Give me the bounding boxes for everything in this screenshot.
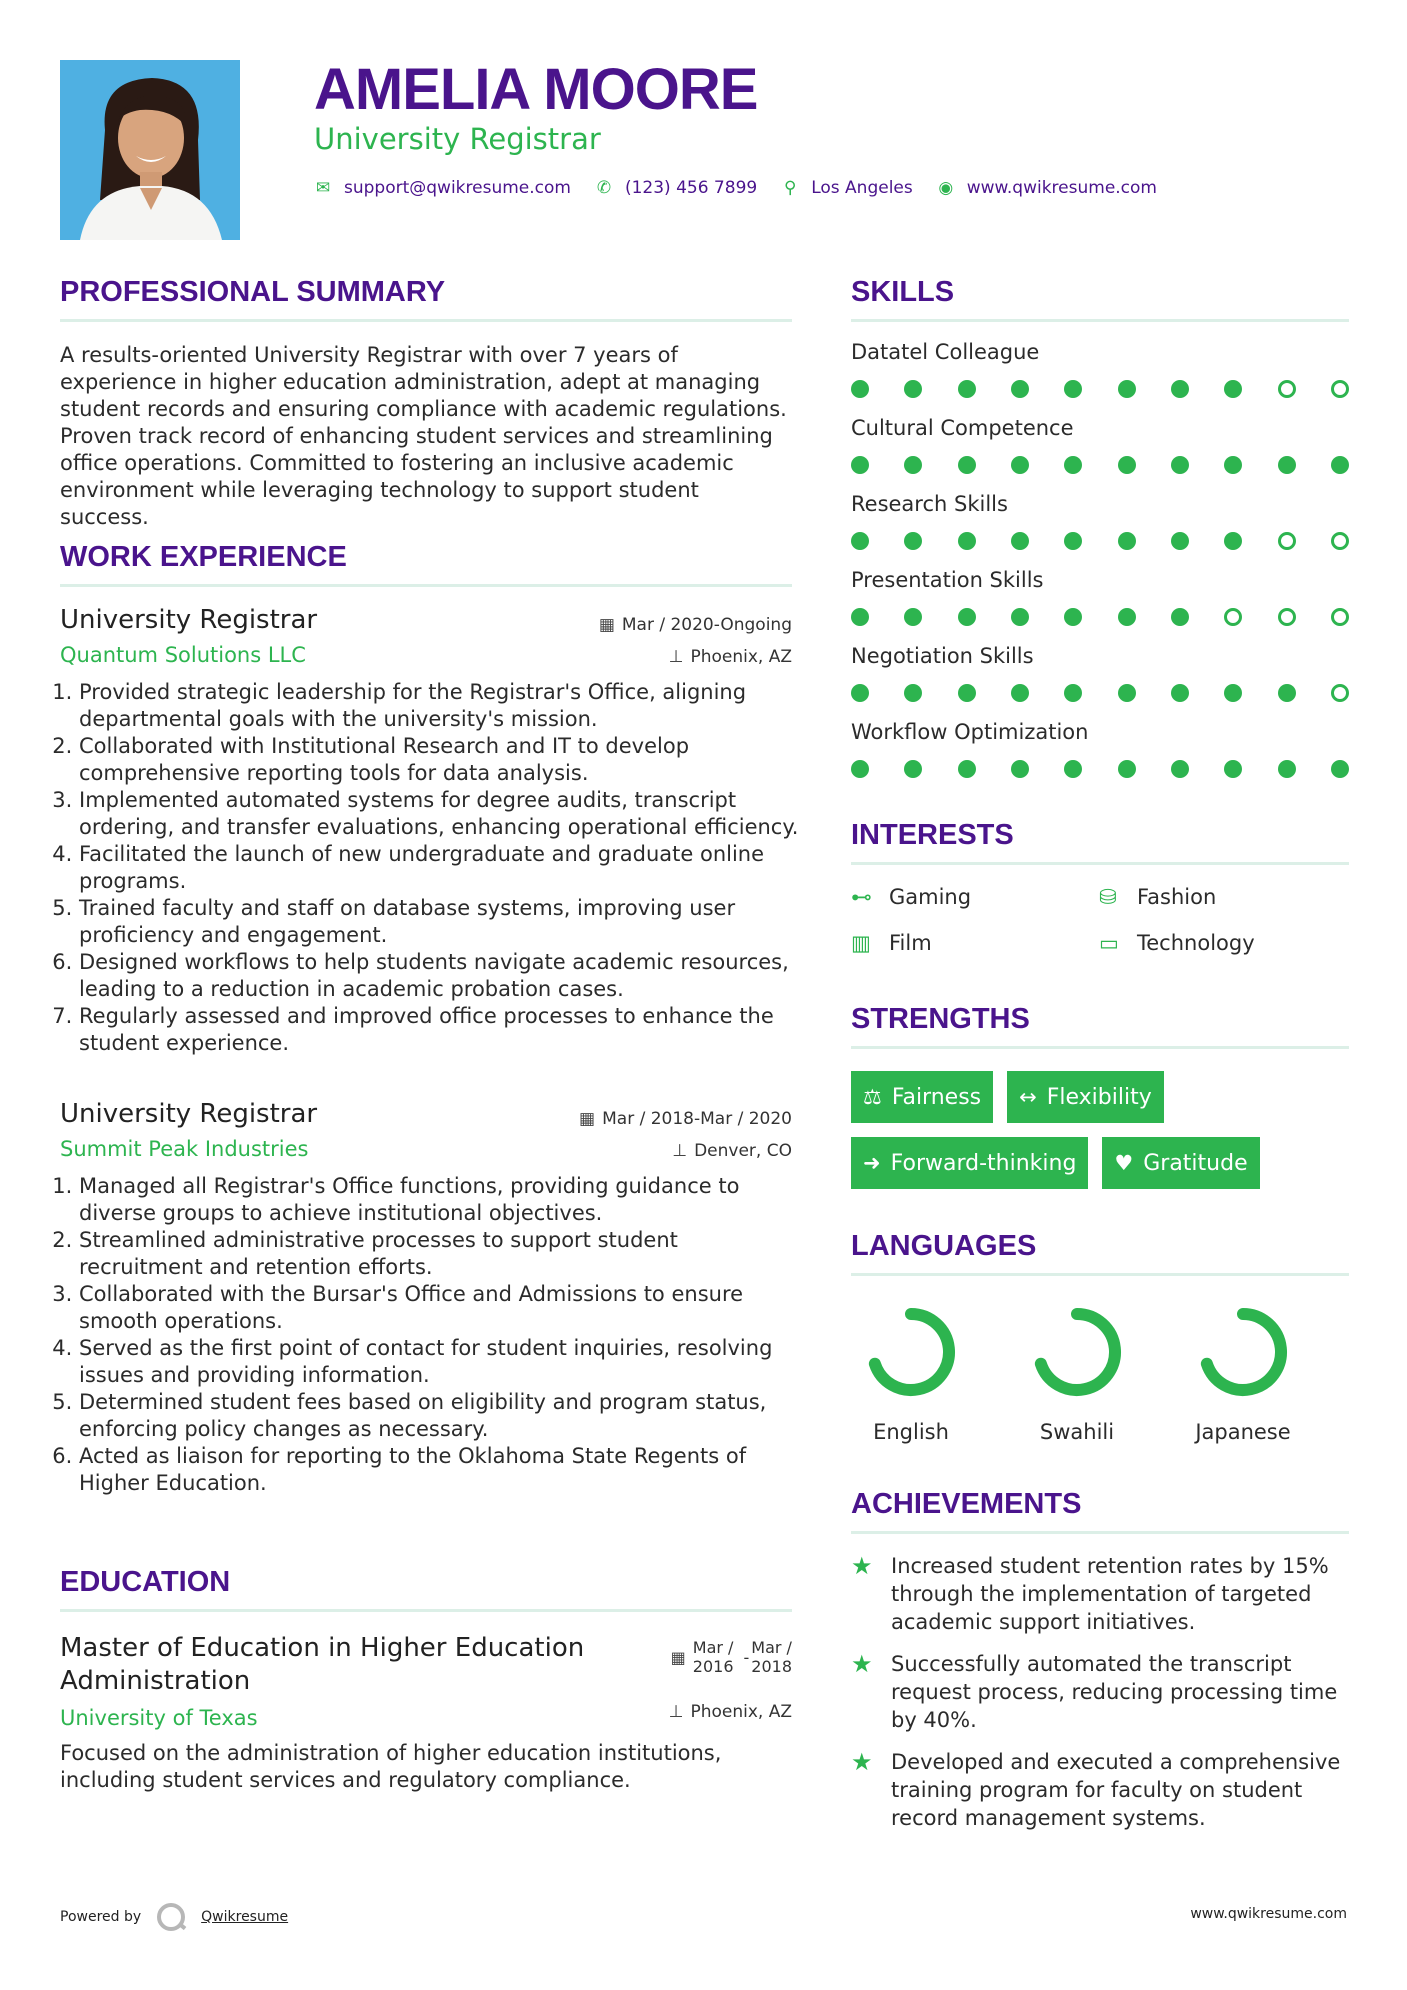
achievement-text: Developed and executed a comprehensive training program for faculty on student record management systems. <box>891 1750 1341 1830</box>
skill-rating <box>851 380 1349 398</box>
interests-section <box>851 819 1349 955</box>
calendar-icon: ▦ <box>598 615 615 635</box>
skill-item <box>851 568 1349 626</box>
rating-dot-filled <box>1118 760 1136 778</box>
education-text: Focused on the administration of higher education institutions, including student services and regulatory compliance. <box>60 1741 722 1792</box>
rating-dot-filled <box>1278 456 1296 474</box>
rating-dot-filled <box>904 608 922 626</box>
language-gauge <box>861 1302 961 1402</box>
rating-dot-filled <box>851 684 869 702</box>
rating-dot-filled <box>1064 684 1082 702</box>
section-rule <box>60 584 792 587</box>
rating-dot-filled <box>1118 684 1136 702</box>
rating-dot-filled <box>958 456 976 474</box>
section-rule <box>60 1609 792 1612</box>
rating-dot-filled <box>851 760 869 778</box>
language-item <box>1017 1302 1137 1444</box>
company-name: Quantum Solutions LLC <box>60 643 306 667</box>
rating-dot-filled <box>1171 456 1189 474</box>
duty-item: 4. Facilitated the launch of new undergraduate and graduate online programs. <box>79 841 799 895</box>
language-name: Japanese <box>1195 1420 1291 1444</box>
rating-dot-filled <box>1278 760 1296 778</box>
skill-name: Presentation Skills <box>851 568 1044 592</box>
skill-name: Research Skills <box>851 492 1008 516</box>
rating-dot-filled <box>1011 684 1029 702</box>
achievement-text: Successfully automated the transcript request process, reducing processing time by 40%. <box>891 1652 1338 1732</box>
rating-dot-filled <box>1224 380 1242 398</box>
skills-section <box>851 276 1349 796</box>
language-item <box>851 1302 971 1444</box>
languages-list <box>851 1302 1349 1444</box>
rating-dot-filled <box>851 532 869 550</box>
contact-bar <box>314 178 1181 198</box>
skill-item <box>851 416 1349 474</box>
duty-item: 1. Provided strategic leadership for the Registrar's Office, aligning departmental goals with the university's mission. <box>79 679 799 733</box>
job-dates: Mar / 2020-Ongoing <box>621 615 792 635</box>
rating-dot-filled <box>1011 380 1029 398</box>
rating-dot-filled <box>1118 456 1136 474</box>
map-pin-icon: ⚲ <box>783 178 797 198</box>
rating-dot-filled <box>1064 456 1082 474</box>
duty-item: 3. Collaborated with the Bursar's Office and Admissions to ensure smooth operations. <box>79 1281 799 1335</box>
summary-section <box>60 276 792 531</box>
language-name: Swahili <box>1039 1420 1115 1444</box>
candidate-title: University Registrar <box>314 122 601 156</box>
duty-item: 1. Managed all Registrar's Office functions, providing guidance to diverse groups to achieve institutional objectives. <box>79 1173 799 1227</box>
section-rule <box>851 1046 1349 1049</box>
edu-end-year: 2018 <box>751 1657 792 1676</box>
interest-fashion <box>1099 885 1349 909</box>
skill-rating <box>851 456 1349 474</box>
rating-dot-empty <box>1278 608 1296 626</box>
experience-section <box>60 541 792 587</box>
language-gauge <box>1027 1302 1127 1402</box>
pushpin-icon: ⊥ <box>668 1702 684 1722</box>
calendar-icon: ▦ <box>579 1109 596 1129</box>
pushpin-icon: ⊥ <box>668 647 684 667</box>
section-rule <box>851 862 1349 865</box>
rating-dot-filled <box>958 608 976 626</box>
edu-end-month: Mar / <box>751 1638 792 1657</box>
strengths-section <box>851 1003 1349 1189</box>
rating-dot-empty <box>1331 684 1349 702</box>
rating-dot-filled <box>1171 760 1189 778</box>
strength-chip <box>1102 1137 1259 1189</box>
rating-dot-filled <box>1331 760 1349 778</box>
interest-gaming <box>851 885 1099 909</box>
rating-dot-filled <box>1011 456 1029 474</box>
language-gauge-arc <box>1207 1314 1281 1390</box>
skill-name: Workflow Optimization <box>851 720 1089 744</box>
edu-start-year: 2016 <box>692 1657 734 1676</box>
envelope-icon: ✉ <box>315 178 331 198</box>
skills-heading: SKILLS <box>851 276 955 308</box>
rating-dot-empty <box>1224 608 1242 626</box>
footer-powered <box>60 1903 288 1931</box>
heart-icon: ♥ <box>1114 1151 1134 1175</box>
achievement-item <box>851 1650 1349 1734</box>
rating-dot-filled <box>851 456 869 474</box>
strength-chip <box>851 1137 1088 1189</box>
job-dates: Mar / 2018-Mar / 2020 <box>602 1109 792 1129</box>
portrait-image <box>60 60 240 240</box>
rating-dot-filled <box>1064 608 1082 626</box>
languages-heading: LANGUAGES <box>851 1230 1037 1262</box>
company-name: Summit Peak Industries <box>60 1137 309 1161</box>
rating-dot-filled <box>904 684 922 702</box>
job-duties <box>60 1173 799 1497</box>
rating-dot-filled <box>851 380 869 398</box>
rating-dot-empty <box>1278 380 1296 398</box>
rating-dot-filled <box>958 760 976 778</box>
duty-item: 2. Collaborated with Institutional Research and IT to develop comprehensive reporting tools for data analysis. <box>79 733 799 787</box>
summary-text: A results-oriented University Registrar with over 7 years of experience in higher education administration, adept at managing student records and ensuring compliance with academic regulations. Proven track record of enhancing student services and streamlining office operations. Committed to fostering an inclusive academic environment while leveraging technology to support student success. <box>60 343 787 529</box>
rating-dot-filled <box>1224 532 1242 550</box>
rating-dot-filled <box>958 532 976 550</box>
duty-item: 2. Streamlined administrative processes to support student recruitment and retention efforts. <box>79 1227 799 1281</box>
strength-label: Fairness <box>891 1084 982 1110</box>
duty-item: 7. Regularly assessed and improved office processes to enhance the student experience. <box>79 1003 799 1057</box>
rating-dot-filled <box>958 684 976 702</box>
skill-item <box>851 720 1349 778</box>
skill-rating <box>851 684 1349 702</box>
balance-scale-icon: ⚖ <box>863 1085 882 1109</box>
strength-label: Gratitude <box>1143 1150 1248 1176</box>
skills-list <box>851 340 1349 778</box>
rating-dot-filled <box>1171 684 1189 702</box>
interest-label: Film <box>889 931 932 955</box>
strengths-heading: STRENGTHS <box>851 1003 1030 1035</box>
strength-label: Forward-thinking <box>890 1150 1077 1176</box>
interest-label: Fashion <box>1137 885 1217 909</box>
strength-chip <box>1007 1071 1164 1123</box>
education-section <box>60 1566 792 1794</box>
star-icon: ★ <box>851 1748 873 1776</box>
rating-dot-filled <box>1011 608 1029 626</box>
language-gauge <box>1193 1302 1293 1402</box>
job-title: University Registrar <box>60 605 318 635</box>
rating-dot-filled <box>1224 456 1242 474</box>
profile-photo <box>60 60 240 240</box>
skill-name: Datatel Colleague <box>851 340 1040 364</box>
rating-dot-filled <box>1278 684 1296 702</box>
language-gauge-arc <box>875 1314 949 1390</box>
interest-label: Technology <box>1137 931 1255 955</box>
duty-item: 6. Designed workflows to help students navigate academic resources, leading to a reduction in academic probation cases. <box>79 949 799 1003</box>
laptop-icon: ▭ <box>1099 931 1119 955</box>
job-location: Phoenix, AZ <box>690 647 792 667</box>
skill-name: Cultural Competence <box>851 416 1074 440</box>
languages-section <box>851 1230 1349 1444</box>
section-rule <box>60 319 792 322</box>
rating-dot-empty <box>1278 532 1296 550</box>
duty-item: 3. Implemented automated systems for degree audits, transcript ordering, and transfer evaluations, enhancing operational efficiency. <box>79 787 799 841</box>
summary-heading: PROFESSIONAL SUMMARY <box>60 276 446 308</box>
job-location: Denver, CO <box>694 1141 792 1161</box>
footer-site-link[interactable]: www.qwikresume.com <box>1190 1906 1347 1922</box>
skill-item <box>851 340 1349 398</box>
achievement-item <box>851 1552 1349 1636</box>
job-duties <box>60 679 799 1057</box>
interests-heading: INTERESTS <box>851 819 1014 851</box>
achievement-item <box>851 1748 1349 1832</box>
rating-dot-filled <box>1118 532 1136 550</box>
rating-dot-filled <box>1064 532 1082 550</box>
rating-dot-filled <box>958 380 976 398</box>
job-entry <box>60 1099 792 1497</box>
globe-icon: ◉ <box>938 178 954 198</box>
rating-dot-filled <box>1064 380 1082 398</box>
section-rule <box>851 1531 1349 1534</box>
rating-dot-filled <box>1171 380 1189 398</box>
calendar-icon: ▦ <box>670 1648 686 1667</box>
job-title: University Registrar <box>60 1099 318 1129</box>
gamepad-icon: ⊷ <box>851 885 872 909</box>
skill-rating <box>851 532 1349 550</box>
candidate-name: AMELIA MOORE <box>314 57 758 122</box>
rating-dot-filled <box>1171 532 1189 550</box>
pushpin-icon: ⊥ <box>672 1141 688 1161</box>
strength-label: Flexibility <box>1046 1084 1152 1110</box>
arrow-right-icon: ➜ <box>863 1151 881 1175</box>
section-rule <box>851 1273 1349 1276</box>
rating-dot-empty <box>1331 380 1349 398</box>
rating-dot-filled <box>1331 456 1349 474</box>
film-icon: ▥ <box>851 931 871 955</box>
degree-title: Master of Education in Higher Education Administration <box>60 1633 585 1696</box>
achievement-text: Increased student retention rates by 15% through the implementation of targeted academic support initiatives. <box>891 1554 1329 1634</box>
star-icon: ★ <box>851 1552 873 1580</box>
strength-chip <box>851 1071 993 1123</box>
interest-technology <box>1099 931 1349 955</box>
duty-item: 5. Determined student fees based on eligibility and program status, enforcing policy changes as necessary. <box>79 1389 799 1443</box>
duty-item: 5. Trained faculty and staff on database systems, improving user proficiency and engagement. <box>79 895 799 949</box>
powered-by-text: Powered by <box>60 1909 142 1925</box>
rating-dot-filled <box>1118 608 1136 626</box>
rating-dot-filled <box>1224 684 1242 702</box>
duty-item: 4. Served as the first point of contact for student inquiries, resolving issues and providing information. <box>79 1335 799 1389</box>
rating-dot-filled <box>1171 608 1189 626</box>
duty-item: 6. Acted as liaison for reporting to the Oklahoma State Regents of Higher Education. <box>79 1443 799 1497</box>
skill-rating <box>851 608 1349 626</box>
skill-item <box>851 644 1349 702</box>
edu-start-month: Mar / <box>692 1638 734 1657</box>
skill-item <box>851 492 1349 550</box>
job-entry <box>60 605 799 1057</box>
rating-dot-filled <box>1064 760 1082 778</box>
edu-location: Phoenix, AZ <box>690 1702 792 1722</box>
rating-dot-filled <box>904 532 922 550</box>
location-text: Los Angeles <box>811 178 913 198</box>
rating-dot-empty <box>1331 608 1349 626</box>
language-gauge-arc <box>1041 1314 1115 1390</box>
shopping-bag-icon: ⛁ <box>1099 885 1117 909</box>
rating-dot-filled <box>1011 532 1029 550</box>
rating-dot-filled <box>904 760 922 778</box>
interest-film <box>851 931 1099 955</box>
qwikresume-logo-icon <box>157 1903 185 1931</box>
edu-date-separator: - <box>743 1648 750 1667</box>
rating-dot-filled <box>1011 760 1029 778</box>
qwikresume-link[interactable]: Qwikresume <box>201 1909 289 1925</box>
rating-dot-filled <box>904 456 922 474</box>
interest-label: Gaming <box>889 885 972 909</box>
skill-rating <box>851 760 1349 778</box>
website-link[interactable]: www.qwikresume.com <box>966 178 1157 198</box>
section-rule <box>851 319 1349 322</box>
rating-dot-filled <box>851 608 869 626</box>
rating-dot-empty <box>1331 532 1349 550</box>
rating-dot-filled <box>904 380 922 398</box>
phone-text: (123) 456 7899 <box>624 178 758 198</box>
email-link[interactable]: support@qwikresume.com <box>344 178 571 198</box>
achievements-section <box>851 1488 1349 1832</box>
arrows-horizontal-icon: ↔ <box>1019 1085 1037 1109</box>
language-item <box>1183 1302 1303 1444</box>
star-icon: ★ <box>851 1650 873 1678</box>
language-name: English <box>873 1420 949 1444</box>
school-name: University of Texas <box>60 1706 258 1730</box>
skill-name: Negotiation Skills <box>851 644 1034 668</box>
achievements-heading: ACHIEVEMENTS <box>851 1488 1082 1520</box>
phone-icon: ✆ <box>596 178 612 198</box>
rating-dot-filled <box>1118 380 1136 398</box>
experience-heading: WORK EXPERIENCE <box>60 541 347 573</box>
education-heading: EDUCATION <box>60 1566 231 1598</box>
rating-dot-filled <box>1224 760 1242 778</box>
